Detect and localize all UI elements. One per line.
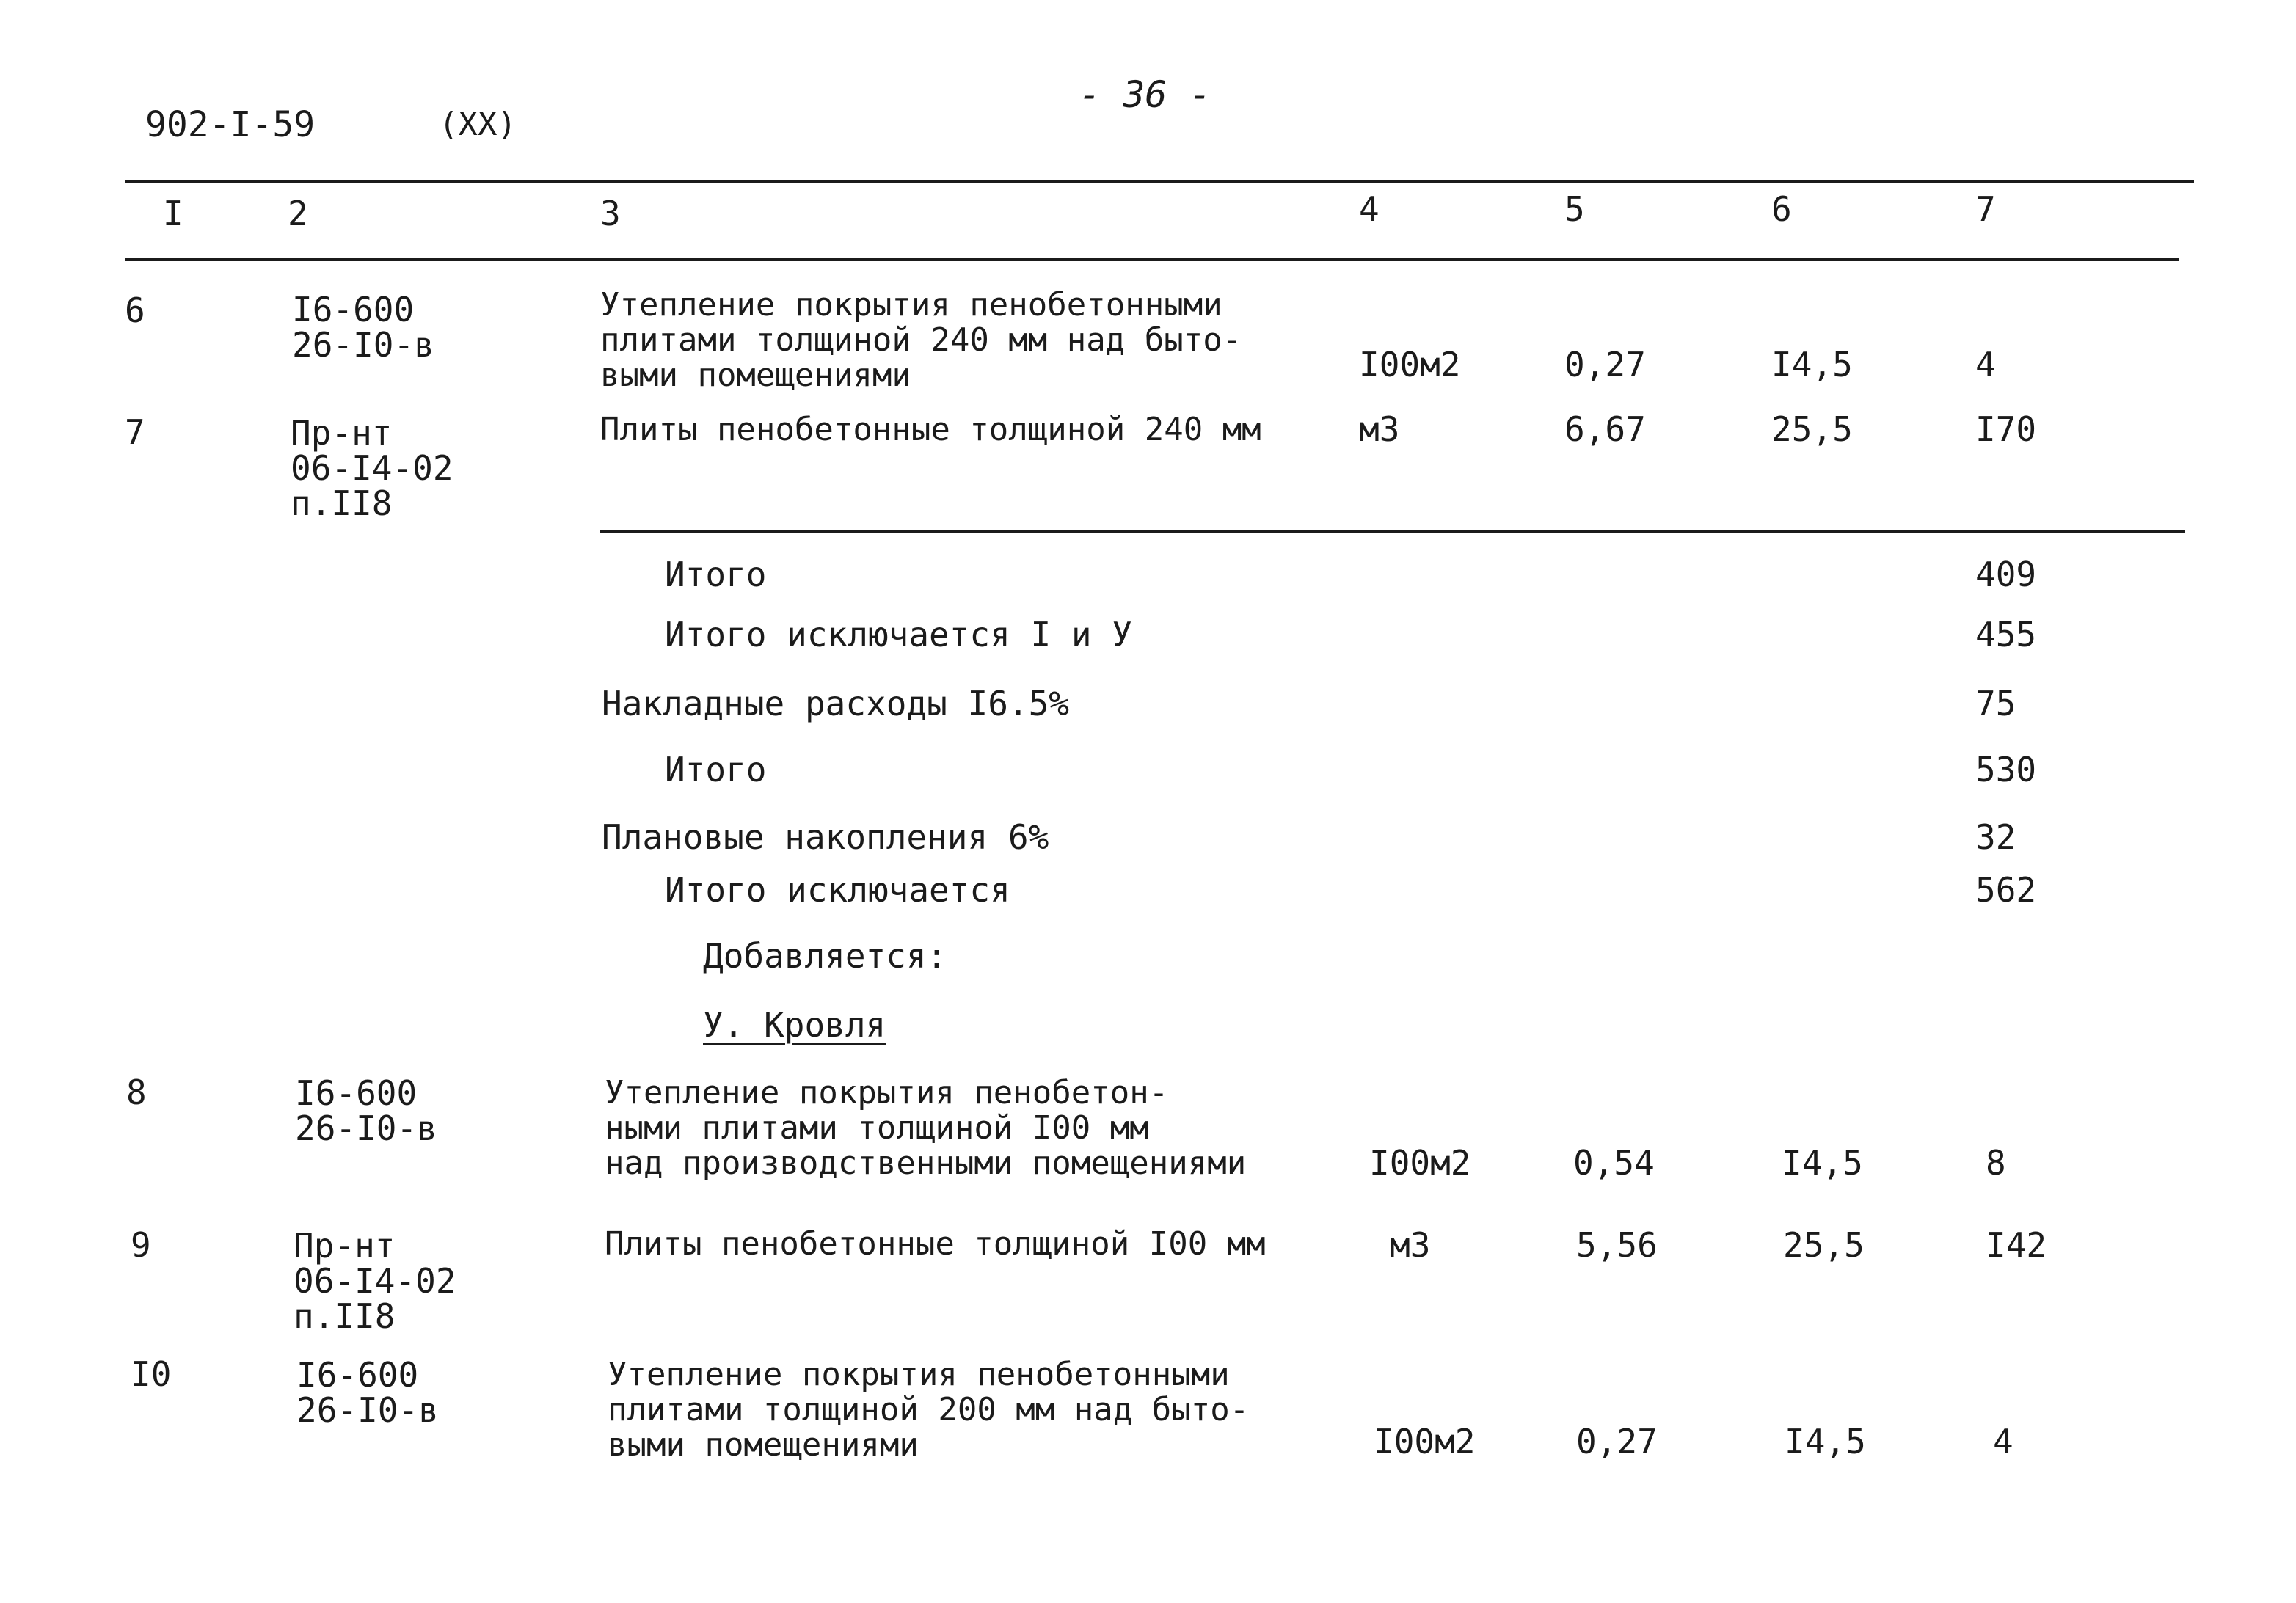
summary-value: 409 — [1975, 555, 2037, 594]
norm-code: I6-600 26-I0-в — [296, 1355, 439, 1430]
row-number: 6 — [125, 291, 145, 330]
header-rule — [125, 258, 2179, 261]
summary-value: 32 — [1975, 817, 2016, 857]
subtotal-rule — [600, 530, 2185, 533]
column-header-7: 7 — [1975, 189, 1996, 229]
quantity-cell: 6,67 — [1564, 409, 1646, 449]
column-header-4: 4 — [1359, 189, 1380, 229]
quantity-cell: 0,54 — [1573, 1143, 1655, 1183]
work-description: Утепление покрытия пенобетон- ными плитами толщиной I00 мм над производственными помещениями — [605, 1074, 1247, 1182]
unit-price-cell: I4,5 — [1771, 345, 1853, 384]
unit-cell: I00м2 — [1369, 1143, 1471, 1183]
unit-cell: I00м2 — [1359, 345, 1461, 384]
work-description: Плиты пенобетонные толщиной 240 мм — [600, 411, 1261, 448]
row-number: 7 — [125, 412, 145, 452]
unit-price-cell: I4,5 — [1785, 1422, 1866, 1461]
total-cell: I70 — [1975, 409, 2037, 449]
added-label: Добавляется: — [703, 936, 947, 976]
quantity-cell: 5,56 — [1576, 1225, 1658, 1265]
document-code-note: (XX) — [439, 106, 517, 143]
column-header-1: I — [163, 194, 183, 233]
summary-label: Итого исключается — [665, 870, 1010, 910]
unit-cell: м3 — [1390, 1225, 1431, 1265]
summary-value: 75 — [1975, 684, 2016, 723]
row-number: 9 — [131, 1225, 151, 1265]
total-cell: 8 — [1986, 1143, 2006, 1183]
row-number: 8 — [126, 1073, 147, 1112]
column-header-2: 2 — [288, 194, 308, 233]
page-number: - 36 - — [1079, 73, 1211, 116]
document-code: 902-I-59 — [145, 104, 316, 145]
section-title: У. Кровля — [703, 1005, 886, 1045]
row-number: I0 — [131, 1354, 172, 1394]
unit-price-cell: 25,5 — [1771, 409, 1853, 449]
summary-label: Итого — [665, 555, 767, 594]
quantity-cell: 0,27 — [1564, 345, 1646, 384]
column-header-3: 3 — [600, 194, 621, 233]
work-description: Плиты пенобетонные толщиной I00 мм — [605, 1225, 1266, 1263]
total-cell: 4 — [1975, 345, 1996, 384]
norm-code: I6-600 26-I0-в — [292, 290, 434, 365]
summary-label: Итого — [665, 750, 767, 789]
total-cell: 4 — [1993, 1422, 2013, 1461]
quantity-cell: 0,27 — [1576, 1422, 1658, 1461]
summary-value: 455 — [1975, 615, 2037, 654]
summary-value: 562 — [1975, 870, 2037, 910]
norm-code: Пр-нт 06-I4-02 п.II8 — [291, 413, 453, 523]
unit-cell: I00м2 — [1374, 1422, 1476, 1461]
summary-label: Плановые накопления 6% — [602, 817, 1049, 857]
summary-label: Накладные расходы I6.5% — [602, 684, 1069, 723]
unit-price-cell: 25,5 — [1783, 1225, 1865, 1265]
unit-cell: м3 — [1359, 409, 1400, 449]
column-header-6: 6 — [1771, 189, 1792, 229]
norm-code: I6-600 26-I0-в — [295, 1073, 437, 1148]
work-description: Утепление покрытия пенобетонными плитами толщиной 240 мм над быто- выми помещениями — [600, 286, 1242, 394]
column-header-5: 5 — [1564, 189, 1585, 229]
summary-value: 530 — [1975, 750, 2037, 789]
summary-label: Итого исключается I и У — [665, 615, 1132, 654]
top-rule — [125, 180, 2194, 183]
work-description: Утепление покрытия пенобетонными плитами толщиной 200 мм над быто- выми помещениями — [608, 1356, 1250, 1464]
norm-code: Пр-нт 06-I4-02 п.II8 — [294, 1226, 456, 1336]
unit-price-cell: I4,5 — [1782, 1143, 1863, 1183]
total-cell: I42 — [1986, 1225, 2047, 1265]
